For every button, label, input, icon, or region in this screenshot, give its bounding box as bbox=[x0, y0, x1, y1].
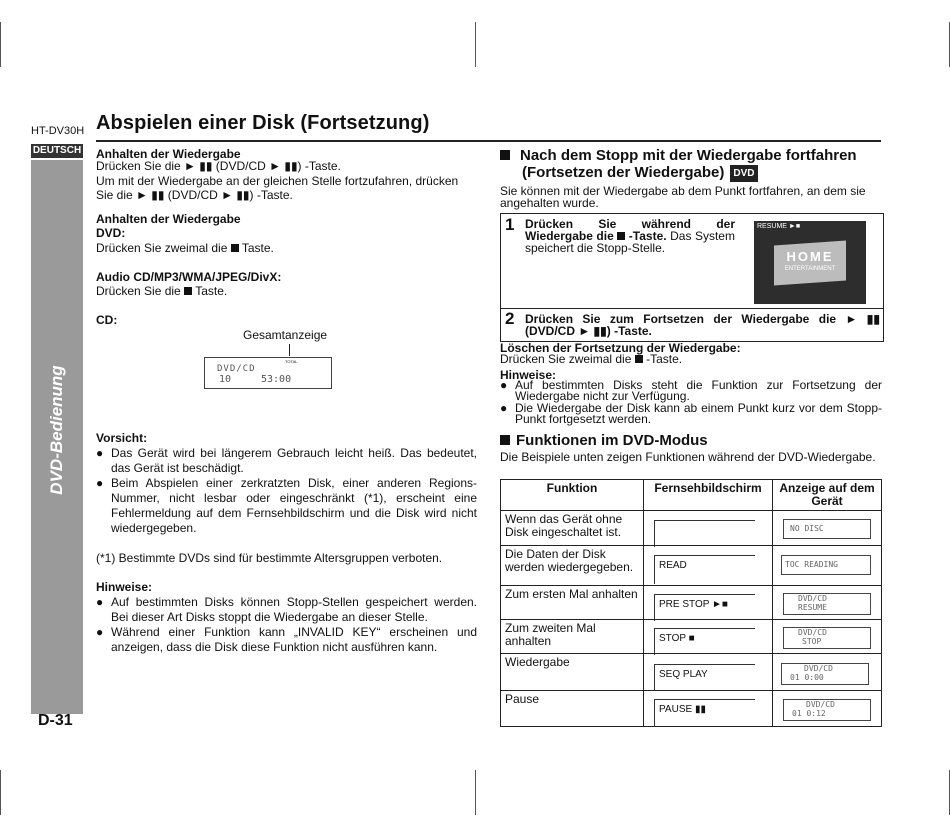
stop-heading: Anhalten der Wiedergabe bbox=[96, 212, 241, 226]
stop-square-icon bbox=[184, 287, 192, 295]
step1-bold-b: -Taste. bbox=[628, 229, 667, 243]
stop-dvd-text-a: Drücken Sie zweimal die bbox=[96, 241, 228, 255]
lcd-track: 10 bbox=[219, 374, 232, 385]
step1-text: Das System speichert die Stopp-Stelle. bbox=[525, 229, 735, 255]
tv-cell bbox=[644, 586, 773, 620]
stop-square-icon bbox=[635, 355, 643, 363]
page-number: D-31 bbox=[38, 712, 73, 729]
display-top: TOC READING bbox=[785, 560, 838, 569]
cd-label: CD: bbox=[96, 313, 118, 327]
stop-audio-label: Audio CD/MP3/WMA/JPEG/DivX: bbox=[96, 270, 282, 284]
sidebar-label-text: DVD-Bedienung bbox=[47, 365, 66, 495]
dvd-badge: DVD bbox=[730, 165, 757, 182]
function-cell: Zum zweiten Mal anhalten bbox=[501, 620, 644, 654]
caution-item-text: Beim Abspielen einer zerkratzten Disk, einer anderen Regions-Nummer, nicht lesbar oder eingeschränkt (*1), erscheint eine Fehlermeldung auf dem Fernsehbildschirm und die Disk wird nicht wiedergegeben. bbox=[111, 476, 477, 535]
clear-text-a: Drücken Sie zweimal die bbox=[500, 352, 632, 366]
device-display bbox=[783, 699, 871, 721]
crop-mark bbox=[0, 770, 1, 815]
crop-mark bbox=[475, 22, 476, 67]
display-bottom: STOP bbox=[802, 637, 822, 646]
function-cell: Die Daten der Disk werden wiedergegeben. bbox=[501, 546, 644, 586]
callout-line bbox=[289, 344, 290, 356]
tv-resume-screen bbox=[754, 221, 866, 304]
note-item: ● Auf bestimmten Disks können Stopp-Stellen gespeichert werden. Bei dieser Art Disks stoppt die Wiedergabe an dieser Stelle. bbox=[96, 595, 477, 624]
tv-screen: STOP ■ bbox=[654, 628, 755, 655]
screen-logo-sub: ENTERTAINMENT bbox=[784, 266, 836, 272]
functions-heading bbox=[500, 432, 708, 449]
note-item-text: Während einer Funktion kann „INVALID KEY“ erscheinen und anzeigen, dass die Disk diese Funktion nicht ausführen kann. bbox=[111, 625, 477, 654]
table-row bbox=[501, 511, 882, 546]
display-top: DVD/CD bbox=[798, 628, 827, 637]
lcd-top: DVD/CD bbox=[217, 364, 256, 374]
function-cell: Wiedergabe bbox=[501, 654, 644, 691]
clear-text-b: -Taste. bbox=[646, 352, 683, 366]
stop-square-icon bbox=[231, 244, 239, 252]
table-row bbox=[501, 691, 882, 727]
stop-dvd-text-b: Taste. bbox=[241, 241, 274, 255]
tv-cell bbox=[644, 654, 773, 691]
clear-heading: Löschen der Fortsetzung der Wiedergabe: bbox=[500, 341, 741, 355]
step1-number: 1 bbox=[505, 215, 515, 234]
display-cell bbox=[773, 620, 882, 654]
table-row bbox=[501, 620, 882, 654]
table-header: Fernsehbildschirm bbox=[644, 480, 773, 511]
resume-heading-line2: (Fortsetzen der Wiedergabe) bbox=[522, 164, 725, 181]
display-bottom: 01 0:12 bbox=[792, 709, 826, 718]
device-display bbox=[781, 555, 871, 575]
stop-dvd-text bbox=[96, 241, 274, 255]
pause-line2: Um mit der Wiedergabe an der gleichen Stelle fortzufahren, drücken bbox=[96, 174, 459, 188]
page-title: Abspielen einer Disk (Fortsetzung) bbox=[96, 112, 430, 134]
lcd-total-mark: TOTAL bbox=[285, 359, 298, 364]
clear-text bbox=[500, 353, 682, 365]
steps-divider bbox=[501, 308, 883, 309]
right-note-item-text: Auf bestimmten Disks steht die Funktion zur Fortsetzung der Wiedergabe nicht zur Verfügung. bbox=[515, 378, 882, 403]
table-row bbox=[501, 654, 882, 691]
caution-heading: Vorsicht: bbox=[96, 431, 148, 445]
lcd-time: 53:00 bbox=[261, 374, 292, 385]
tv-screen: PRE STOP ►■ bbox=[654, 594, 755, 621]
resume-intro: Sie können mit der Wiedergabe ab dem Punkt fortfahren, an dem sie angehalten wurde. bbox=[500, 184, 866, 210]
pause-line1: Drücken Sie die ► ▮▮ (DVD/CD ► ▮▮) -Taste. bbox=[96, 159, 341, 173]
tv-screen: READ bbox=[654, 555, 755, 584]
cd-lcd-display bbox=[204, 357, 332, 389]
resume-heading-2 bbox=[522, 164, 758, 182]
step1-text-block bbox=[525, 218, 735, 254]
display-top: NO DISC bbox=[790, 524, 824, 533]
note-item: ● Während einer Funktion kann „INVALID KEY“ erscheinen und anzeigen, dass die Disk diese Funktion nicht ausführen kann. bbox=[96, 625, 477, 654]
screen-resume-label: RESUME ►■ bbox=[757, 223, 801, 230]
display-top: DVD/CD bbox=[798, 594, 827, 603]
device-display bbox=[781, 663, 869, 685]
stop-audio-text-a: Drücken Sie die bbox=[96, 284, 181, 298]
resume-heading bbox=[500, 147, 857, 164]
right-notes-heading: Hinweise: bbox=[500, 368, 557, 382]
display-bottom: RESUME bbox=[798, 603, 827, 612]
display-cell bbox=[773, 691, 882, 727]
function-cell: Zum ersten Mal anhalten bbox=[501, 586, 644, 620]
total-display-label: Gesamtanzeige bbox=[243, 328, 328, 342]
functions-table bbox=[500, 479, 882, 727]
display-cell bbox=[773, 511, 882, 546]
pause-heading: Anhalten der Wiedergabe bbox=[96, 147, 241, 161]
section-square-icon bbox=[500, 435, 510, 445]
footnote: (*1) Bestimmte DVDs sind für bestimmte Altersgruppen verboten. bbox=[96, 551, 443, 565]
tv-cell bbox=[644, 546, 773, 586]
table-header: Anzeige auf dem Gerät bbox=[773, 480, 882, 511]
right-note-item: ● Die Wiedergabe der Disk kann ab einem Punkt kurz vor dem Stopp-Punkt fortgesetzt werden. bbox=[500, 401, 882, 426]
device-display bbox=[783, 593, 871, 615]
display-bottom: 01 0:00 bbox=[790, 673, 824, 682]
screen-logo: HOME bbox=[786, 249, 834, 264]
caution-item: ● Das Gerät wird bei längerem Gebrauch leicht heiß. Das bedeutet, das Gerät ist beschädigt. bbox=[96, 446, 477, 475]
note-item-text: Auf bestimmten Disks können Stopp-Stellen gespeichert werden. Bei dieser Art Disks stoppt die Wiedergabe an dieser Stelle. bbox=[111, 595, 477, 624]
display-top: DVD/CD bbox=[804, 664, 833, 673]
stop-square-icon bbox=[617, 232, 625, 240]
caution-item-text: Das Gerät wird bei längerem Gebrauch leicht heiß. Das bedeutet, das Gerät ist beschädigt. bbox=[111, 446, 477, 475]
crop-mark bbox=[475, 770, 476, 815]
right-note-item-text: Die Wiedergabe der Disk kann ab einem Punkt kurz vor dem Stopp-Punkt fortgesetzt werden. bbox=[515, 401, 882, 426]
functions-intro: Die Beispiele unten zeigen Funktionen während der DVD-Wiedergabe. bbox=[500, 450, 876, 464]
tv-screen bbox=[654, 520, 755, 547]
display-cell bbox=[773, 654, 882, 691]
stop-dvd-label: DVD: bbox=[96, 226, 126, 240]
functions-heading-text: Funktionen im DVD-Modus bbox=[516, 432, 708, 449]
language-tab: DEUTSCH bbox=[32, 145, 82, 156]
notes-heading: Hinweise: bbox=[96, 580, 153, 594]
right-note-item: ● Auf bestimmten Disks steht die Funktion zur Fortsetzung der Wiedergabe nicht zur Verfügung. bbox=[500, 378, 882, 403]
table-header: Funktion bbox=[501, 480, 644, 511]
step2-text: Drücken Sie zum Fortsetzen der Wiedergabe die ► ▮▮ (DVD/CD ► ▮▮) -Taste. bbox=[525, 312, 880, 338]
pause-line3: Sie die ► ▮▮ (DVD/CD ► ▮▮) -Taste. bbox=[96, 188, 293, 202]
table-row bbox=[501, 546, 882, 586]
tv-cell bbox=[644, 511, 773, 546]
tv-cell bbox=[644, 691, 773, 727]
steps-box bbox=[500, 213, 884, 342]
stop-audio-text bbox=[96, 284, 227, 298]
caution-item: ● Beim Abspielen einer zerkratzten Disk, einer anderen Regions-Nummer, nicht lesbar oder eingeschränkt (*1), erscheint eine Fehlermeldung auf dem Fernsehbildschirm und die Disk wird nicht wiedergegeben. bbox=[96, 476, 477, 535]
step2-number: 2 bbox=[505, 309, 515, 328]
function-cell: Pause bbox=[501, 691, 644, 727]
display-cell bbox=[773, 586, 882, 620]
stop-audio-text-b: Taste. bbox=[195, 284, 228, 298]
model-name: HT-DV30H bbox=[31, 125, 85, 137]
table-header-row bbox=[501, 480, 882, 511]
sidebar-label bbox=[31, 160, 83, 714]
tv-cell bbox=[644, 620, 773, 654]
section-square-icon bbox=[500, 150, 510, 160]
function-cell: Wenn das Gerät ohne Disk eingeschaltet ist. bbox=[501, 511, 644, 546]
device-display bbox=[783, 519, 871, 539]
tv-screen: PAUSE ▮▮ bbox=[654, 699, 755, 726]
device-display bbox=[783, 627, 871, 649]
resume-heading-line1: Nach dem Stopp mit der Wiedergabe fortfahren bbox=[520, 147, 857, 164]
display-cell bbox=[773, 546, 882, 586]
display-top: DVD/CD bbox=[806, 700, 835, 709]
step1-bold-a: Drücken Sie während der Wiedergabe die bbox=[525, 217, 735, 243]
tv-screen: SEQ PLAY bbox=[654, 664, 755, 691]
table-row bbox=[501, 586, 882, 620]
title-rule bbox=[96, 140, 881, 142]
crop-mark bbox=[0, 22, 1, 67]
